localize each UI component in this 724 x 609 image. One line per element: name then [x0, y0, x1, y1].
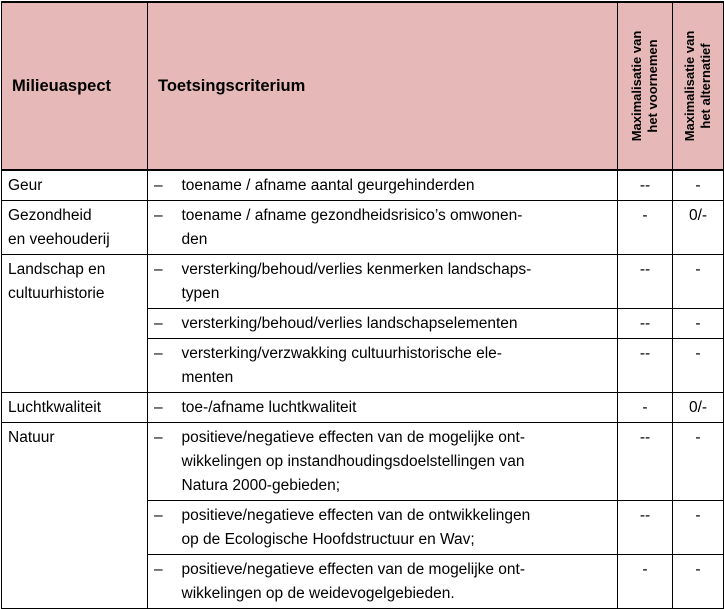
criterium-text	[176, 393, 618, 423]
bullet-dash: –	[148, 309, 176, 339]
value-voornemen: --	[618, 423, 673, 501]
value-voornemen: -	[618, 393, 673, 423]
criterium-text	[176, 201, 618, 255]
header-alternatief	[673, 2, 724, 170]
header-voornemen-line-2: het voornemen	[645, 39, 660, 133]
table-row	[2, 201, 724, 255]
header-toetsingscriterium: Toetsingscriterium	[148, 2, 618, 170]
aspect-cell	[2, 423, 148, 609]
bullet-dash: –	[148, 339, 176, 393]
criterium-line: versterking/behoud/verlies landschapselementen	[181, 315, 518, 332]
criterium-line: den	[181, 231, 208, 248]
criterium-text	[176, 309, 618, 339]
value-voornemen: -	[618, 555, 673, 609]
criterium-line: positieve/negatieve effecten van de ontwikkelingen	[181, 507, 531, 524]
criterium-line: positieve/negatieve effecten van de mogelijke ont-	[181, 429, 526, 446]
criterium-line: versterking/behoud/verlies kenmerken landschaps-	[181, 261, 532, 278]
aspect-label: Gezondheid	[8, 207, 92, 224]
header-voornemen-line-1: Maximalisatie van	[629, 30, 644, 142]
value-voornemen: --	[618, 255, 673, 309]
aspect-label: Landschap en	[8, 261, 106, 278]
criterium-text	[176, 555, 618, 609]
header-voornemen	[618, 2, 673, 170]
aspect-label: cultuurhistorie	[8, 285, 105, 302]
aspect-label: en veehouderij	[8, 231, 110, 248]
criterium-line: op de Ecologische Hoofdstructuur en Wav;	[181, 531, 475, 548]
value-alternatief: -	[673, 501, 724, 555]
header-milieuaspect: Milieuaspect	[2, 2, 148, 170]
bullet-dash: –	[148, 393, 176, 423]
aspect-label: Luchtkwaliteit	[8, 399, 102, 416]
criterium-line: positieve/negatieve effecten van de mogelijke ont-	[181, 561, 526, 578]
aspect-label: Natuur	[8, 429, 55, 446]
value-alternatief: -	[673, 170, 724, 201]
aspect-cell	[2, 255, 148, 393]
value-voornemen: --	[618, 501, 673, 555]
table-row	[2, 255, 724, 309]
table-row	[2, 423, 724, 501]
criterium-line: toe-/afname luchtkwaliteit	[181, 399, 357, 416]
bullet-dash: –	[148, 423, 176, 501]
criterium-text	[176, 423, 618, 501]
criterium-text	[176, 501, 618, 555]
criterium-line: Natura 2000-gebieden;	[181, 477, 341, 494]
aspect-cell	[2, 393, 148, 423]
criterium-line: wikkelingen op de weidevogelgebieden.	[181, 585, 455, 602]
table-row	[2, 170, 724, 201]
value-alternatief: 0/-	[673, 393, 724, 423]
criterium-line: toename / afname aantal geurgehinderden	[181, 177, 475, 194]
value-alternatief: -	[673, 309, 724, 339]
criterium-text	[176, 339, 618, 393]
header-alternatief-line-1: Maximalisatie van	[682, 30, 697, 142]
value-voornemen: --	[618, 339, 673, 393]
header-row	[2, 2, 724, 170]
bullet-dash: –	[148, 255, 176, 309]
aspect-label: Geur	[8, 177, 43, 194]
criterium-text	[176, 170, 618, 201]
aspect-cell	[2, 170, 148, 201]
criterium-line: menten	[181, 369, 234, 386]
value-voornemen: --	[618, 170, 673, 201]
criterium-line: versterking/verzwakking cultuurhistorische ele-	[181, 345, 502, 362]
value-alternatief: -	[673, 423, 724, 501]
criterium-text	[176, 255, 618, 309]
value-alternatief: -	[673, 255, 724, 309]
value-alternatief: -	[673, 555, 724, 609]
value-alternatief: 0/-	[673, 201, 724, 255]
bullet-dash: –	[148, 501, 176, 555]
bullet-dash: –	[148, 201, 176, 255]
value-voornemen: -	[618, 201, 673, 255]
criterium-line: toename / afname gezondheidsrisico’s omwonen-	[181, 207, 523, 224]
bullet-dash: –	[148, 555, 176, 609]
value-voornemen: --	[618, 309, 673, 339]
criterium-line: typen	[181, 285, 220, 302]
bullet-dash: –	[148, 170, 176, 201]
table-row	[2, 393, 724, 423]
assessment-table	[1, 1, 724, 609]
header-alternatief-line-2: het alternatief	[698, 43, 713, 129]
aspect-cell	[2, 201, 148, 255]
criterium-line: wikkelingen op instandhoudingsdoelstellingen van	[181, 453, 525, 470]
value-alternatief: -	[673, 339, 724, 393]
